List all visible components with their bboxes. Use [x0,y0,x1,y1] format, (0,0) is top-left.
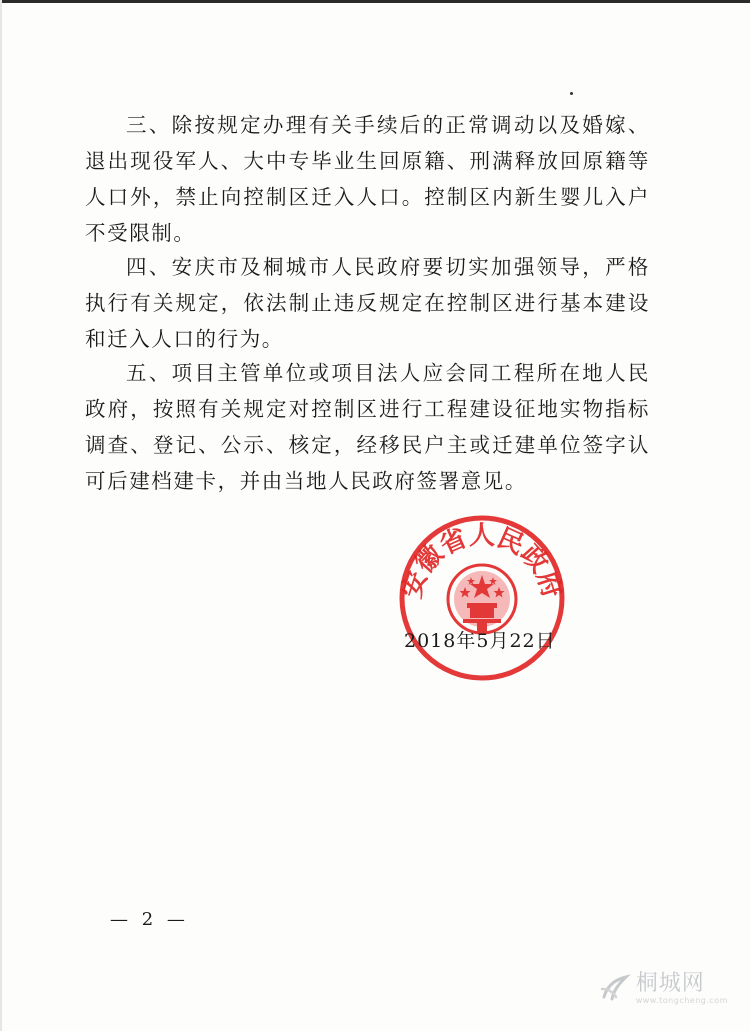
paragraph-5: 五、项目主管单位或项目法人应会同工程所在地人民政府，按照有关规定对控制区进行工程建设征地实物指标调查、登记、公示、核定，经移民户主或迁建单位签字认可后建档建卡，并由当地人民政府签署意见。 [85,361,650,493]
national-emblem-icon [448,565,516,633]
scan-top-edge [0,0,750,3]
scan-left-edge [0,0,2,1031]
page-number: — 2 — [110,909,189,930]
seal-text: 安徽省人民政府 [397,520,567,602]
site-watermark [598,971,728,1005]
watermark-name: 桐城网 [635,970,705,996]
document-date: 2018年5月22日 [404,630,556,652]
watermark-logo-icon [598,971,632,1005]
official-seal-stamp [397,513,567,683]
scan-speck [570,92,573,95]
watermark-url: www.tongcheng.com [635,995,728,1005]
paragraph-4: 四、安庆市及桐城市人民政府要切实加强领导，严格执行有关规定，依法制止违反规定在控制区进行基本建设和迁入人口的行为。 [85,255,650,351]
paragraph-3: 三、除按规定办理有关手续后的正常调动以及婚嫁、退出现役军人、大中专毕业生回原籍、刑满释放回原籍等人口外，禁止向控制区迁入人口。控制区内新生婴儿入户不受限制。 [85,113,650,245]
